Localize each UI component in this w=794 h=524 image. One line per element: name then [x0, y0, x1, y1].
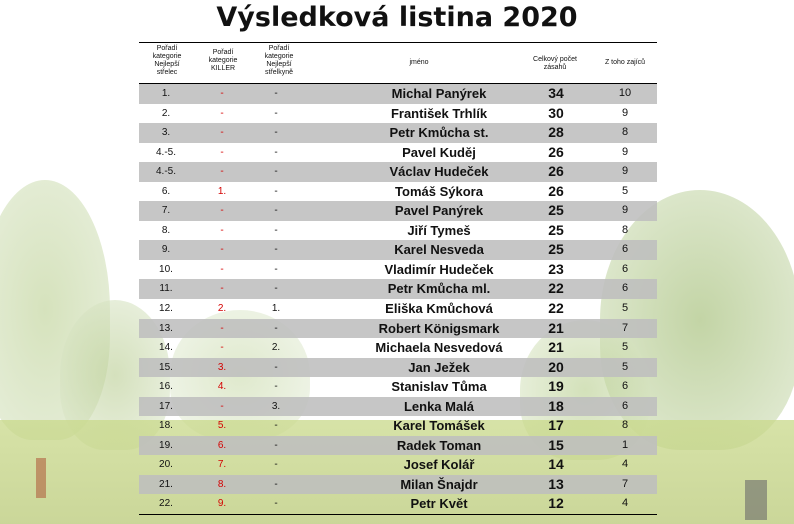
rank-cell: 3. [161, 127, 171, 139]
killer-rank-cell: 7. [217, 459, 227, 471]
total-hits-cell: 12 [548, 495, 564, 512]
women-rank-cell: - [274, 361, 278, 373]
hares-cell: 4 [621, 458, 629, 471]
total-hits-cell: 15 [548, 436, 564, 453]
total-hits-cell: 13 [548, 475, 564, 492]
rank-cell: 4.-5. [155, 166, 176, 178]
name-cell: Robert Königsmark [378, 320, 500, 336]
killer-rank-cell: 5. [217, 420, 227, 432]
table-row [139, 182, 657, 202]
hares-cell: 8 [621, 419, 629, 432]
hares-cell: 6 [621, 399, 629, 412]
women-rank-cell: - [274, 107, 278, 119]
women-rank-cell: - [274, 439, 278, 451]
rank-cell: 8. [161, 224, 171, 236]
header-hares: Z toho zajíců [604, 59, 646, 66]
hares-cell: 7 [621, 321, 629, 334]
total-hits-cell: 14 [548, 456, 564, 473]
header-total: Celkový počet zásahů [533, 56, 577, 71]
name-cell: Václav Hudeček [389, 164, 489, 180]
header-women: Pořadí kategorie Nejlepší střelkyně [264, 45, 294, 76]
rank-cell: 4.-5. [155, 146, 176, 158]
hares-cell: 5 [621, 184, 629, 197]
name-cell: František Trhlík [390, 105, 488, 121]
name-cell: Pavel Panýrek [394, 203, 484, 219]
post [745, 480, 767, 520]
women-rank-cell: - [274, 459, 278, 471]
name-cell: Lenka Malá [403, 398, 475, 414]
killer-rank-cell: - [220, 107, 224, 119]
total-hits-cell: 23 [548, 260, 564, 277]
killer-rank-cell: - [220, 88, 224, 99]
table-row [139, 397, 657, 417]
header-name: jméno [409, 59, 429, 66]
killer-rank-cell: - [220, 224, 224, 236]
table-row [139, 123, 657, 143]
name-cell: Karel Tomášek [393, 418, 485, 434]
women-rank-cell: 1. [271, 303, 281, 315]
rank-cell: 20. [159, 459, 173, 471]
total-hits-cell: 34 [548, 85, 564, 101]
rank-cell: 9. [161, 244, 171, 256]
killer-rank-cell: - [220, 342, 224, 354]
women-rank-cell: - [274, 244, 278, 256]
total-hits-cell: 21 [548, 339, 564, 356]
rank-cell: 19. [159, 439, 173, 451]
rank-cell: 1. [161, 88, 171, 99]
name-cell: Radek Toman [396, 437, 482, 453]
rank-cell: 14. [159, 342, 173, 354]
rank-cell: 21. [159, 478, 173, 490]
total-hits-cell: 18 [548, 397, 564, 414]
name-cell: Jan Ježek [408, 359, 470, 375]
hares-cell: 9 [621, 165, 629, 178]
total-hits-cell: 21 [548, 319, 564, 336]
total-hits-cell: 26 [548, 143, 564, 160]
rank-cell: 12. [159, 303, 173, 315]
table-row [139, 436, 657, 456]
total-hits-cell: 22 [548, 300, 564, 317]
table-row [139, 260, 657, 280]
name-cell: Milan Šnajdr [400, 476, 478, 492]
table-row [139, 494, 657, 514]
name-cell: Tomáš Sýkora [395, 183, 483, 199]
total-hits-cell: 17 [548, 417, 564, 434]
women-rank-cell: - [274, 185, 278, 197]
table-row [139, 143, 657, 163]
results-table [139, 42, 657, 515]
table-body [139, 84, 657, 514]
hares-cell: 9 [621, 106, 629, 119]
hares-cell: 8 [621, 126, 629, 139]
hares-cell: 6 [621, 282, 629, 295]
name-cell: Michal Panýrek [391, 86, 487, 101]
hares-cell: 8 [621, 223, 629, 236]
killer-rank-cell: 1. [217, 185, 227, 197]
name-cell: Karel Nesveda [394, 242, 484, 258]
table-row [139, 162, 657, 182]
table-row [139, 299, 657, 319]
women-rank-cell: - [274, 127, 278, 139]
page-title: Výsledková listina 2020 [216, 2, 578, 33]
women-rank-cell: - [274, 205, 278, 217]
table-row [139, 416, 657, 436]
name-cell: Jiří Tymeš [407, 222, 471, 238]
women-rank-cell: - [274, 283, 278, 295]
killer-rank-cell: 9. [217, 498, 227, 510]
table-row [139, 221, 657, 241]
total-hits-cell: 19 [548, 378, 564, 395]
women-rank-cell: - [274, 263, 278, 275]
name-cell: Josef Kolář [403, 457, 475, 473]
women-rank-cell: - [274, 166, 278, 178]
table-row [139, 358, 657, 378]
women-rank-cell: - [274, 224, 278, 236]
total-hits-cell: 20 [548, 358, 564, 375]
killer-rank-cell: 4. [217, 381, 227, 393]
hares-cell: 9 [621, 204, 629, 217]
hares-cell: 6 [621, 262, 629, 275]
name-cell: Petr Kmůcha ml. [387, 281, 491, 297]
table-row [139, 201, 657, 221]
table-row [139, 104, 657, 124]
rank-cell: 10. [159, 263, 173, 275]
header-killer: Pořadí kategorie KILLER [208, 49, 238, 72]
hares-cell: 5 [621, 360, 629, 373]
rank-cell: 13. [159, 322, 173, 334]
killer-rank-cell: - [220, 146, 224, 158]
women-rank-cell: - [274, 322, 278, 334]
women-rank-cell: - [274, 381, 278, 393]
killer-rank-cell: - [220, 166, 224, 178]
killer-rank-cell: - [220, 205, 224, 217]
table-row [139, 455, 657, 475]
total-hits-cell: 25 [548, 202, 564, 219]
killer-rank-cell: 8. [217, 478, 227, 490]
killer-rank-cell: - [220, 263, 224, 275]
rank-cell: 7. [161, 205, 171, 217]
hares-cell: 7 [621, 477, 629, 490]
women-rank-cell: - [274, 88, 278, 99]
table-row [139, 338, 657, 358]
total-hits-cell: 26 [548, 182, 564, 199]
name-cell: Michaela Nesvedová [375, 340, 503, 356]
total-hits-cell: 28 [548, 124, 564, 141]
rank-cell: 15. [159, 361, 173, 373]
hares-cell: 6 [621, 380, 629, 393]
name-cell: Petr Kmůcha st. [389, 125, 489, 141]
women-rank-cell: - [274, 478, 278, 490]
total-hits-cell: 25 [548, 241, 564, 258]
killer-rank-cell: - [220, 400, 224, 412]
name-cell: Stanislav Tůma [391, 379, 487, 395]
table-row [139, 377, 657, 397]
table-row [139, 279, 657, 299]
hares-cell: 10 [618, 87, 632, 99]
table-row [139, 240, 657, 260]
hares-cell: 6 [621, 243, 629, 256]
rank-cell: 2. [161, 107, 171, 119]
hares-cell: 1 [621, 438, 629, 451]
total-hits-cell: 22 [548, 280, 564, 297]
killer-rank-cell: - [220, 244, 224, 256]
killer-rank-cell: 6. [217, 439, 227, 451]
women-rank-cell: - [274, 146, 278, 158]
header-rank: Pořadí kategorie Nejlepší střelec [152, 45, 182, 76]
name-cell: Vladimír Hudeček [384, 261, 494, 277]
killer-rank-cell: 2. [217, 303, 227, 315]
name-cell: Petr Květ [410, 496, 468, 512]
table-row [139, 319, 657, 339]
rank-cell: 6. [161, 185, 171, 197]
killer-rank-cell: 3. [217, 361, 227, 373]
rank-cell: 11. [159, 283, 173, 295]
women-rank-cell: - [274, 420, 278, 432]
post [36, 458, 46, 498]
killer-rank-cell: - [220, 283, 224, 295]
rank-cell: 17. [159, 400, 173, 412]
women-rank-cell: 3. [271, 400, 281, 412]
women-rank-cell: 2. [271, 342, 281, 354]
total-hits-cell: 26 [548, 163, 564, 180]
table-row [139, 84, 657, 104]
table-bottom-rule [139, 514, 657, 515]
rank-cell: 16. [159, 381, 173, 393]
table-header [139, 42, 657, 84]
killer-rank-cell: - [220, 322, 224, 334]
name-cell: Pavel Kuděj [402, 144, 476, 160]
table-row [139, 475, 657, 495]
hares-cell: 9 [621, 145, 629, 158]
rank-cell: 22. [159, 498, 173, 510]
women-rank-cell: - [274, 498, 278, 510]
hares-cell: 5 [621, 341, 629, 354]
rank-cell: 18. [159, 420, 173, 432]
hares-cell: 5 [621, 302, 629, 315]
name-cell: Eliška Kmůchová [385, 301, 493, 317]
total-hits-cell: 30 [548, 104, 564, 121]
total-hits-cell: 25 [548, 221, 564, 238]
killer-rank-cell: - [220, 127, 224, 139]
hares-cell: 4 [621, 497, 629, 510]
